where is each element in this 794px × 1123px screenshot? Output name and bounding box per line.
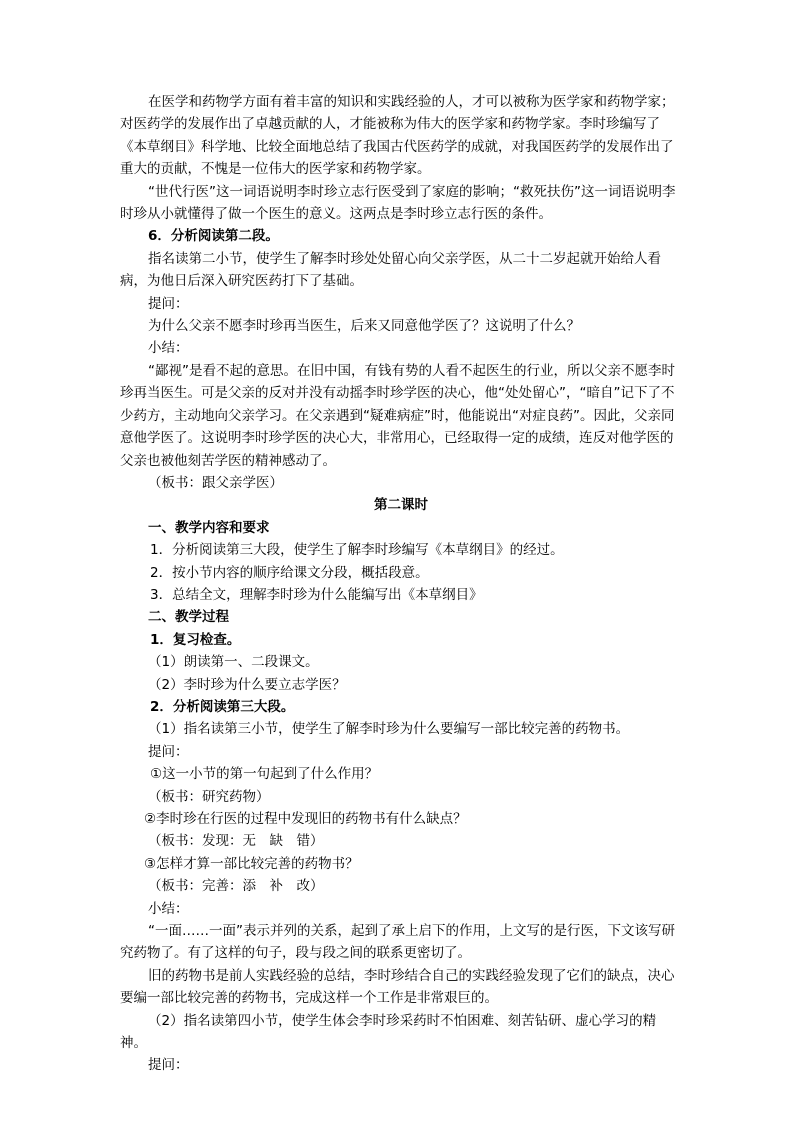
- step-1a: （1）朗读第一、二段课文。: [148, 654, 319, 671]
- paragraph-6: 旧的药物书是前人实践经验的总结，李时珍结合自己的实践经验发现了它们的缺点，决心要编一部比较完善的药物书，完成这样一个工作是非常艰巨的。: [120, 967, 675, 1007]
- circled-question-3: ③怎样才算一部比较完善的药物书？: [144, 855, 359, 872]
- step-2-heading: 2．分析阅读第三大段。: [150, 698, 295, 715]
- question-label: 提问：: [148, 295, 189, 312]
- requirement-2: 2．按小节内容的顺序给课文分段，概括段意。: [150, 564, 429, 581]
- circled-question-1: ①这一小节的第一句起到了什么作用？: [150, 766, 379, 783]
- requirement-3: 3．总结全文，理解李时珍为什么能编写出《本草纲目》: [150, 586, 483, 603]
- paragraph-5: “一面……一面”表示并列的关系，起到了承上启下的作用，上文写的是行医，下文该写研究药物了。有了这样的句子，段与段之间的联系更密切了。: [120, 923, 675, 962]
- section-heading-process: 二、教学过程: [148, 609, 229, 626]
- step-2a: （1）指名读第三小节，使学生了解李时珍为什么要编写一部比较完善的药物书。: [148, 721, 630, 738]
- section-heading-content: 一、教学内容和要求: [148, 519, 270, 536]
- board-note-4: （板书：完善：添 补 改）: [148, 878, 324, 895]
- step-2b: （2）指名读第四小节，使学生体会李时珍采药时不怕困难、刻苦钻研、虚心学习的精神。: [120, 1012, 657, 1052]
- document-page: [120, 91, 682, 1077]
- question-label: 提问：: [148, 1057, 189, 1074]
- step-1-heading: 1．复习检查。: [150, 631, 241, 648]
- question-label: 提问：: [148, 743, 189, 760]
- question-1: 为什么父亲不愿李时珍再当医生，后来又同意他学医了？这说明了什么？: [148, 318, 580, 335]
- lesson-title: 第二课时: [374, 497, 428, 514]
- paragraph-1: 在医学和药物学方面有着丰富的知识和实践经验的人，才可以被称为医学家和药物学家；对医药学的发展作出了卓越贡献的人，才能被称为伟大的医学家和药物学家。李时珍编写了《本草纲目》科学地、比较全面地总结了我国古代医药学的成就，对我国医药学的发展作出了重大的贡献，不愧是一位伟大的医学家和药物学家。: [120, 94, 675, 178]
- step-1b: （2）李时珍为什么要立志学医？: [148, 676, 346, 693]
- board-note-2: （板书：研究药物）: [148, 788, 270, 805]
- board-note-3: （板书：发现：无 缺 错）: [148, 833, 324, 850]
- circled-question-2: ②李时珍在行医的过程中发现旧的药物书有什么缺点？: [144, 811, 467, 827]
- summary-label: 小结：: [148, 340, 189, 357]
- section-heading-6: 6．分析阅读第二段。: [148, 228, 279, 245]
- paragraph-3: 指名读第二小节，使学生了解李时珍处处留心向父亲学医，从二十二岁起就开始给人看病，为他日后深入研究医药打下了基础。: [120, 250, 661, 290]
- board-note-1: （板书：跟父亲学医）: [148, 474, 283, 491]
- paragraph-4: “鄙视”是看不起的意思。在旧中国，有钱有势的人看不起医生的行业，所以父亲不愿李时珍再当医生。可是父亲的反对并没有动摇李时珍学医的决心，他“处处留心”，“暗自”记下了不少药方，主动地向父亲学习。在父亲遇到“疑难病症”时，他能说出“对症良药”。因此，父亲同意他学医了。这说明李时珍学医的决心大，非常用心，已经取得一定的成绩，连反对他学医的父亲也被他刻苦学医的精神感动了。: [120, 362, 675, 469]
- requirement-1: 1．分析阅读第三大段，使学生了解李时珍编写《本草纲目》的经过。: [150, 542, 564, 559]
- paragraph-2: “世代行医”这一词语说明李时珍立志行医受到了家庭的影响；“救死扶伤”这一词语说明李时珍从小就懂得了做一个医生的意义。这两点是李时珍立志行医的条件。: [120, 183, 676, 223]
- summary-label: 小结：: [148, 900, 189, 917]
